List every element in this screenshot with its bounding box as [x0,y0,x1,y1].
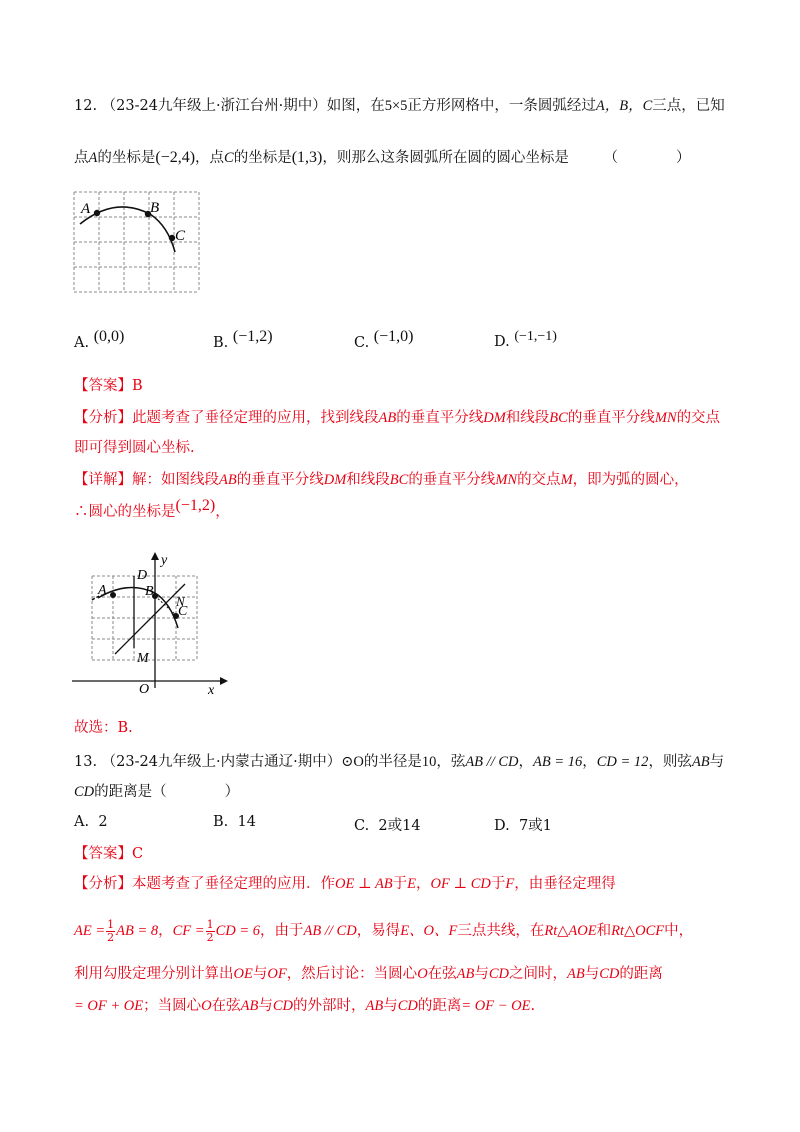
q13-option-a[interactable]: A. 2 [74,814,108,830]
sol-label-n: N [176,594,185,609]
q12-stem-line1: 12. （23-24九年级上·浙江台州·期中）如图，在5×5正方形网格中，一条圆弧经过A，B，C三点，已知 [74,98,725,114]
sol-label-d: D [137,568,148,583]
q13-option-d[interactable]: D. 7或1 [494,818,552,834]
q13-analysis-line2: AE = $\frac{1}{2}$ AB = 8，CF = $\frac{1}{2}$ CD = 6，由于AB // CD，易得E、O、F三点共线，在Rt△AOE和Rt△OCF中， [74,917,694,944]
fraction-half: $\frac{1}{2}$ [107,917,115,944]
q13-analysis-line3: 利用勾股定理分别计算出OE与OF，然后讨论：当圆心O在弦AB与CD之间时，AB与CD的距离 [74,966,663,982]
q13-option-c[interactable]: C. 2或14 [354,818,421,834]
point-c-coord: (1,3) [291,149,323,166]
q13-answer: 【答案】C [74,846,144,862]
q12-solution-figure [70,548,230,698]
solution-arc [98,588,178,628]
sol-label-x: x [208,683,215,698]
label-c: C [175,228,186,244]
answer-blank: （ ） [603,150,691,166]
q12-option-a[interactable]: A. (0,0) [74,328,125,351]
q13-stem-line1: 13. （23-24九年级上·内蒙古通辽·期中）⊙O的半径是10，弦AB // CD，AB = 16，CD = 12，则弦AB与 [74,754,725,770]
q13-source: （23-24九年级上·内蒙古通辽·期中） [101,754,342,770]
sol-label-m: M [137,651,149,666]
q12-grid-figure [70,188,210,313]
q12-detail-line2: ∴圆心的坐标是(−1,2)， [74,497,230,520]
point-a [94,210,100,216]
point-a-coord: (−2,4) [155,149,196,166]
q12-option-d[interactable]: D. (−1,−1) [494,329,557,350]
q12-answer: 【答案】B [74,378,143,394]
sol-label-c: C [178,604,188,619]
q13-option-b[interactable]: B. 14 [213,814,256,830]
q13-stem-line2: CD的距离是（ ） [74,784,240,800]
center-coord: (−1,2) [175,497,216,514]
q12-detail-line1: 【详解】解：如图线段AB的垂直平分线DM和线段BC的垂直平分线MN的交点M，即为弧的圆心， [74,472,689,488]
q12-option-b[interactable]: B. (−1,2) [213,328,273,351]
label-a: A [81,201,91,217]
sol-label-o: O [139,682,150,697]
q13-analysis-line4: = OF + OE；当圆心O在弦AB与CD的外部时，AB与CD的距离= OF − OE. [74,998,536,1014]
q12-analysis-line2: 即可得到圆心坐标. [74,440,195,456]
q12-analysis-line1: 【分析】此题考查了垂径定理的应用，找到线段AB的垂直平分线DM和线段BC的垂直平分线MN的交点 [74,410,721,426]
sol-label-b: B [145,584,154,599]
sol-point-a [110,592,116,598]
q12-choose: 故选：B. [74,720,133,736]
q12-source: （23-24九年级上·浙江台州·期中） [101,98,327,114]
q13-analysis-line1: 【分析】本题考查了垂径定理的应用．作OE ⊥ AB于E，OF ⊥ CD于F，由垂径定理得 [74,876,616,892]
q12-option-c[interactable]: C. (−1,0) [354,328,414,351]
sol-label-a: A [98,583,107,598]
fraction-half-2: $\frac{1}{2}$ [206,917,214,944]
q12-stem-line2: 点A的坐标是(−2,4)，点C的坐标是(1,3)，则那么这条圆弧所在圆的圆心坐标是 （ ） [74,149,691,166]
sol-label-y: y [161,553,168,568]
label-b: B [150,200,160,216]
